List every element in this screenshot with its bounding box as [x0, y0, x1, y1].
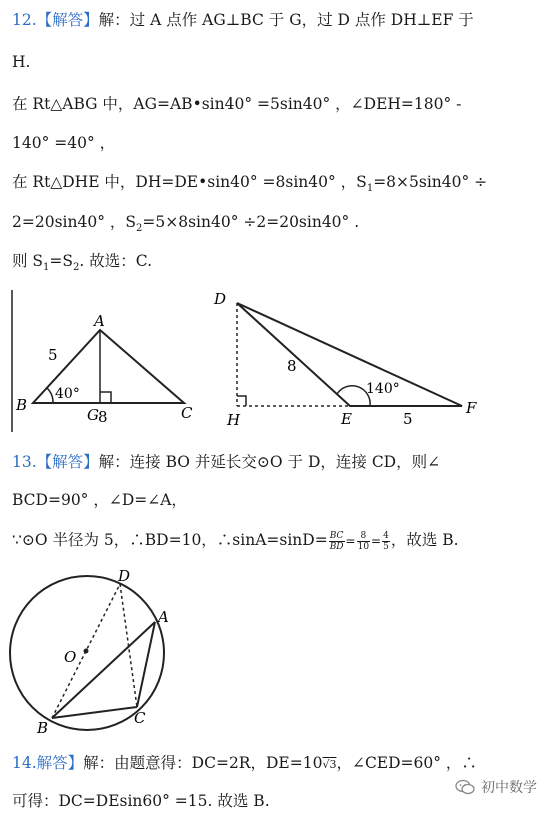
q13-line-1 — [12, 452, 440, 472]
q14-answer-tag: 解答】 — [36, 754, 84, 772]
q13-number: 13. — [12, 453, 37, 471]
label-a2: A — [158, 608, 169, 626]
watermark-text: 初中数学 — [481, 780, 537, 796]
q12-text-6a: 2=20sin40° ，S — [12, 213, 136, 231]
s1-subscript: 1 — [366, 183, 374, 195]
q14-number: 14. — [12, 754, 37, 772]
label-e: E — [341, 410, 352, 428]
q14-text-1a: 解：由题意得：DC=2R，DE=10 — [83, 754, 323, 772]
triangle-abc — [33, 330, 184, 403]
label-b2: B — [37, 719, 49, 737]
q12-text-6b: =5×8sin40° ÷2=20sin40° . — [142, 213, 360, 231]
label-f: F — [466, 399, 477, 417]
s2-subscript-b: 2 — [73, 262, 80, 274]
q13-text-3b: ，故选 B. — [390, 531, 459, 549]
fraction-4-5 — [382, 531, 390, 552]
s2-subscript: 2 — [136, 223, 143, 235]
q12-line-7 — [12, 251, 152, 278]
q13-answer-tag: 【解答】 — [36, 453, 99, 471]
label-h: H — [227, 411, 241, 429]
q14-line-2: 可得：DC=DEsin60° =15. 故选 B. — [12, 792, 270, 810]
triangle-def — [237, 303, 462, 406]
q12-number: 12. — [12, 11, 37, 29]
chord-ac — [137, 622, 155, 707]
q12-line-6 — [12, 212, 359, 239]
q13-line-2: BCD=90° ，∠D=∠A， — [12, 491, 187, 509]
fraction-numerator: 4 — [383, 530, 389, 541]
sqrt-3: √3 — [322, 758, 337, 771]
fraction-numerator: 8 — [357, 531, 370, 542]
angle-arc-e — [337, 386, 370, 406]
label-o: O — [64, 648, 77, 666]
q12-text-7b: =S — [49, 252, 74, 270]
q13-line-3 — [12, 530, 459, 552]
q12-answer-tag: 【解答】 — [36, 11, 99, 29]
wechat-icon — [455, 779, 475, 795]
side-ab-length: 5 — [48, 346, 58, 364]
chord-dc — [120, 584, 137, 707]
fraction-denominator: 10 — [357, 541, 370, 552]
label-a: A — [94, 312, 105, 330]
side-ef-length: 5 — [403, 410, 413, 428]
label-d2: D — [118, 567, 131, 585]
q13-text-3a: ∵⊙O 半径为 5，∴BD=10，∴sinA=sinD= — [12, 531, 328, 549]
q14-text-1b: ，∠CED=60° ，∴ — [336, 754, 477, 772]
fraction-numerator: BC — [329, 530, 344, 541]
label-c2: C — [134, 709, 146, 727]
center-point-o — [84, 649, 89, 654]
q12-text-5-end: =8×5sin40° ÷ — [373, 173, 488, 191]
q12-line-5 — [12, 172, 487, 199]
q13-text-1: 解：连接 BO 并延长交⊙O 于 D，连接 CD，则∠ — [98, 453, 441, 471]
q14-line-1 — [12, 753, 477, 775]
chord-bc — [52, 707, 137, 718]
q12-text-1: 解：过 A 点作 AG⊥BC 于 G，过 D 点作 DH⊥EF 于 — [98, 11, 474, 29]
q12-line-1 — [12, 10, 474, 30]
angle-b-label: 40° — [55, 386, 80, 402]
angle-arc-b — [47, 388, 53, 403]
watermark — [455, 777, 537, 797]
fraction-denominator: 5 — [383, 541, 389, 552]
q12-line-3: 在 Rt△ABG 中，AG=AB•sin40° =5sin40° ，∠DEH=180° - — [12, 95, 462, 113]
q12-text-7a: 则 S — [12, 252, 44, 270]
side-bc-length: 8 — [98, 408, 108, 426]
equals-sign: = — [345, 534, 356, 548]
circle-o — [10, 576, 164, 730]
label-g: G — [87, 406, 99, 424]
q12-line-2: H. — [12, 53, 31, 71]
side-de-length: 8 — [287, 357, 297, 375]
s1-subscript-b: 1 — [43, 262, 50, 274]
fraction-denominator: BD — [329, 541, 344, 552]
equals-sign: = — [371, 534, 382, 548]
right-angle-mark-h — [237, 396, 246, 406]
diameter-bd — [52, 584, 120, 718]
q12-text-7c: . 故选：C. — [79, 252, 152, 270]
right-angle-mark-g — [100, 392, 111, 403]
fraction-bc-bd — [329, 531, 345, 552]
chord-ba — [52, 622, 155, 718]
fraction-8-10 — [357, 531, 370, 552]
q12-line-4: 140° =40° ， — [12, 134, 116, 152]
label-b: B — [16, 396, 28, 414]
angle-e-label: 140° — [366, 381, 400, 397]
q12-text-5: 在 Rt△DHE 中，DH=DE•sin40° =8sin40° ，S — [12, 173, 367, 191]
label-d: D — [214, 290, 227, 308]
label-c: C — [181, 404, 193, 422]
